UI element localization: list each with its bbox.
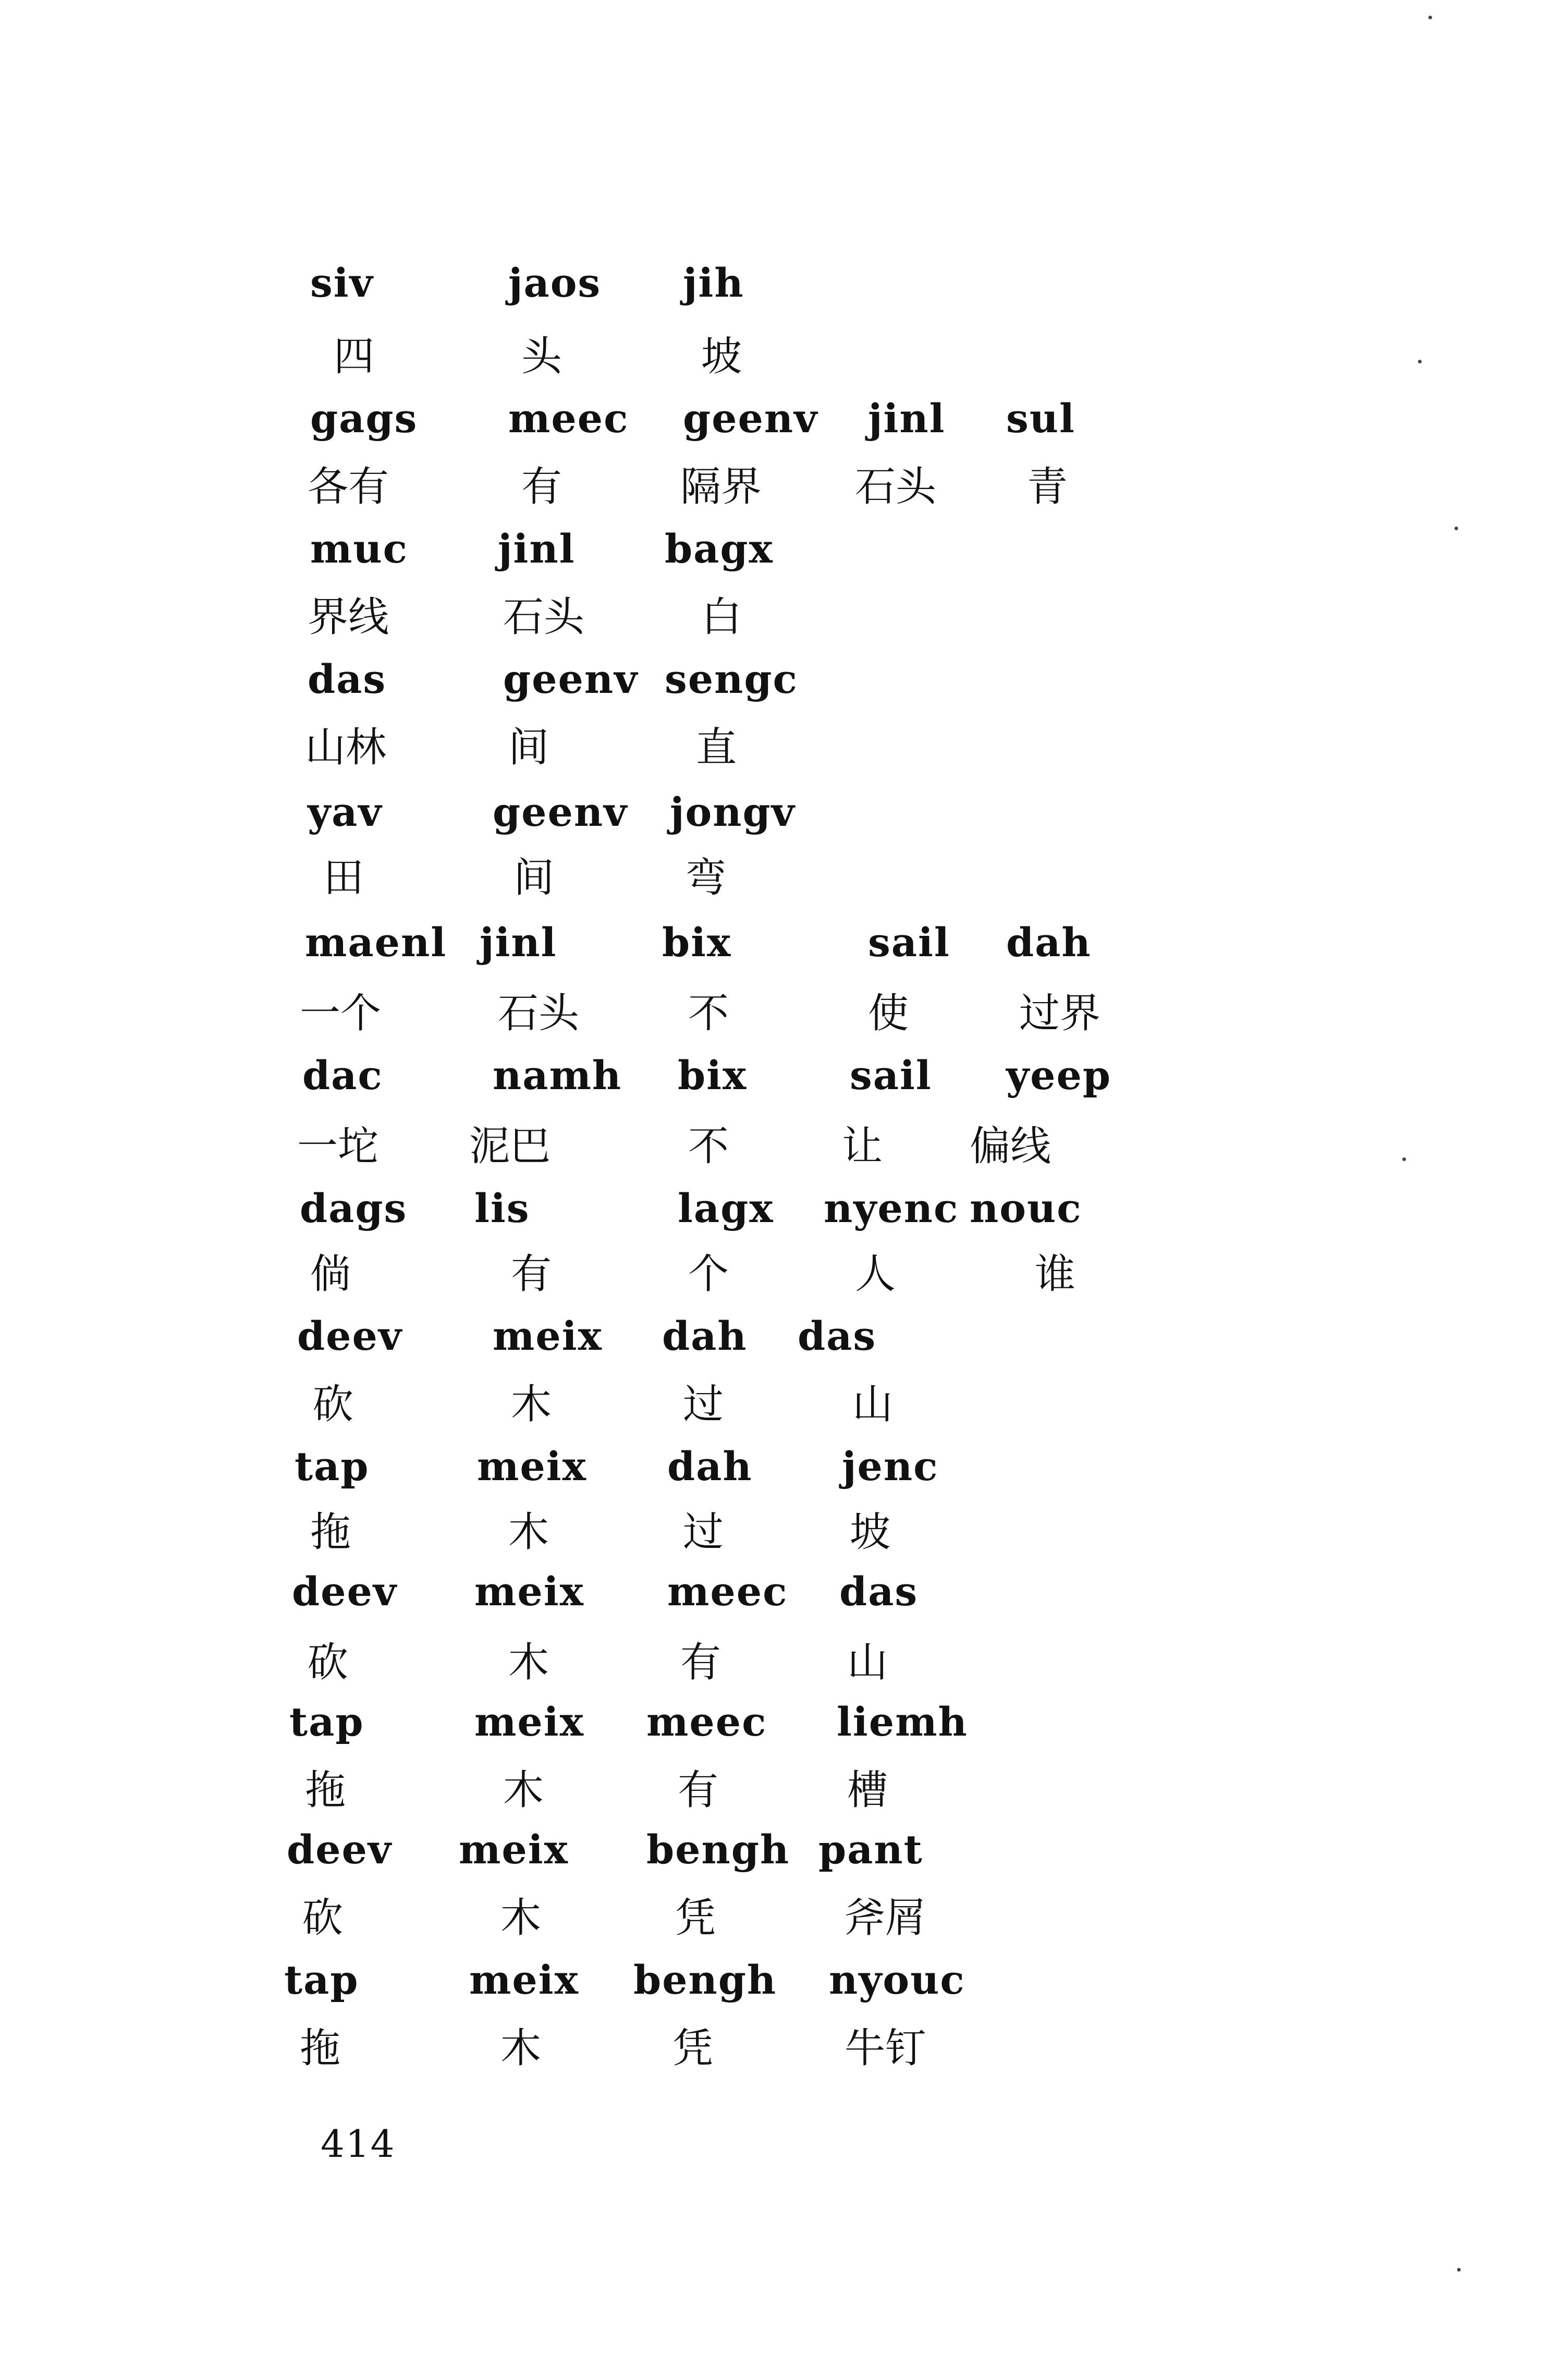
chinese-gloss-word: 牛钉 (845, 2025, 926, 2072)
chinese-gloss-word: 间 (513, 855, 555, 901)
page-number: 414 (321, 2122, 396, 2166)
chinese-gloss-word: 直 (696, 724, 737, 771)
scan-speck (1428, 16, 1432, 19)
chinese-gloss-word: 山林 (305, 724, 387, 771)
romanized-word: meec (667, 1568, 788, 1615)
romanized-word: sail (868, 919, 950, 966)
romanized-word: liemh (837, 1699, 968, 1745)
romanized-line (0, 1185, 1541, 1251)
romanized-line (0, 1052, 1541, 1118)
chinese-gloss-word: 凭 (672, 2025, 714, 2072)
chinese-gloss-word: 界线 (308, 594, 389, 641)
romanized-word: sul (1006, 395, 1075, 442)
chinese-gloss-word: 木 (508, 1639, 549, 1686)
chinese-gloss-word: 木 (508, 1509, 549, 1556)
romanized-word: yeep (1006, 1052, 1112, 1099)
romanized-word: jinl (498, 526, 576, 572)
romanized-word: bengh (633, 1957, 777, 2003)
romanized-word: das (308, 656, 387, 702)
romanized-word: dac (302, 1052, 383, 1099)
chinese-gloss-word: 不 (688, 990, 729, 1037)
chinese-gloss-word: 槽 (847, 1767, 888, 1814)
chinese-gloss-word: 木 (500, 1895, 542, 1942)
chinese-gloss-word: 倘 (310, 1251, 351, 1298)
chinese-gloss-line (0, 2025, 1541, 2091)
chinese-gloss-line (0, 1895, 1541, 1960)
scan-speck (1418, 360, 1422, 363)
chinese-gloss-word: 石头 (503, 594, 585, 641)
chinese-gloss-word: 拖 (300, 2025, 341, 2072)
romanized-word: lagx (678, 1185, 774, 1231)
romanized-word: meec (508, 395, 629, 442)
chinese-gloss-word: 人 (855, 1251, 896, 1298)
romanized-word: nyenc (824, 1185, 959, 1231)
chinese-gloss-word: 斧屑 (845, 1895, 926, 1942)
romanized-line (0, 789, 1541, 855)
chinese-gloss-line (0, 1639, 1541, 1705)
romanized-word: dah (667, 1443, 753, 1490)
romanized-word: meix (469, 1957, 579, 2003)
chinese-gloss-word: 偏线 (970, 1123, 1051, 1170)
chinese-gloss-word: 石头 (498, 990, 580, 1037)
romanized-word: bix (678, 1052, 748, 1099)
romanized-line (0, 656, 1541, 722)
romanized-word: meix (474, 1699, 584, 1745)
chinese-gloss-word: 木 (503, 1767, 544, 1814)
romanized-line (0, 1957, 1541, 2023)
romanized-word: meix (493, 1313, 603, 1359)
romanized-word: nouc (970, 1185, 1082, 1231)
romanized-word: bix (662, 919, 732, 966)
romanized-line (0, 1568, 1541, 1634)
chinese-gloss-word: 隔界 (680, 463, 762, 510)
romanized-word: geenv (503, 656, 639, 702)
chinese-gloss-word: 一个 (300, 990, 382, 1037)
chinese-gloss-word: 坡 (701, 333, 742, 380)
romanized-word: geenv (493, 789, 628, 835)
romanized-word: meix (474, 1568, 584, 1615)
chinese-gloss-word: 凭 (675, 1895, 716, 1942)
chinese-gloss-word: 山 (847, 1639, 888, 1686)
chinese-gloss-word: 不 (688, 1123, 729, 1170)
romanized-word: sail (850, 1052, 932, 1099)
chinese-gloss-word: 谁 (1035, 1251, 1076, 1298)
chinese-gloss-word: 白 (701, 594, 742, 641)
chinese-gloss-word: 过界 (1019, 990, 1101, 1037)
chinese-gloss-word: 拖 (310, 1509, 351, 1556)
chinese-gloss-line (0, 724, 1541, 790)
chinese-gloss-word: 山 (852, 1381, 894, 1428)
chinese-gloss-word: 泥巴 (469, 1123, 551, 1170)
romanized-word: yav (308, 789, 383, 835)
romanized-word: nyouc (829, 1957, 965, 2003)
chinese-gloss-line (0, 594, 1541, 660)
romanized-word: dags (300, 1185, 408, 1231)
chinese-gloss-word: 砍 (302, 1895, 344, 1942)
chinese-gloss-word: 拖 (305, 1767, 346, 1814)
chinese-gloss-line (0, 990, 1541, 1056)
romanized-word: das (798, 1313, 877, 1359)
romanized-line (0, 1826, 1541, 1893)
scan-speck (1457, 2268, 1461, 2272)
romanized-word: siv (310, 260, 374, 306)
romanized-word: jinl (480, 919, 557, 966)
romanized-word: sengc (665, 656, 798, 702)
romanized-line (0, 1443, 1541, 1509)
romanized-word: jaos (508, 260, 602, 306)
romanized-word: deev (292, 1568, 398, 1615)
romanized-word: bengh (646, 1826, 790, 1873)
romanized-word: jinl (868, 395, 946, 442)
chinese-gloss-word: 有 (511, 1251, 552, 1298)
romanized-word: tap (295, 1443, 370, 1490)
romanized-word: lis (474, 1185, 530, 1231)
chinese-gloss-word: 田 (323, 855, 364, 901)
chinese-gloss-word: 个 (688, 1251, 729, 1298)
chinese-gloss-word: 头 (521, 333, 562, 380)
chinese-gloss-word: 间 (508, 724, 549, 771)
chinese-gloss-line (0, 1251, 1541, 1316)
romanized-word: deev (287, 1826, 393, 1873)
chinese-gloss-word: 弯 (686, 855, 727, 901)
romanized-word: tap (289, 1699, 364, 1745)
romanized-word: jenc (842, 1443, 939, 1490)
chinese-gloss-word: 一坨 (297, 1123, 379, 1170)
romanized-line (0, 395, 1541, 461)
chinese-gloss-word: 木 (511, 1381, 552, 1428)
chinese-gloss-word: 坡 (850, 1509, 891, 1556)
chinese-gloss-word: 木 (500, 2025, 542, 2072)
chinese-gloss-line (0, 855, 1541, 920)
chinese-gloss-word: 青 (1027, 463, 1068, 510)
romanized-line (0, 1699, 1541, 1765)
chinese-gloss-line (0, 1123, 1541, 1189)
chinese-gloss-line (0, 1767, 1541, 1833)
chinese-gloss-word: 有 (680, 1639, 721, 1686)
chinese-gloss-word: 石头 (855, 463, 937, 510)
chinese-gloss-line (0, 463, 1541, 529)
romanized-line (0, 260, 1541, 326)
romanized-word: das (839, 1568, 919, 1615)
chinese-gloss-word: 砍 (313, 1381, 354, 1428)
chinese-gloss-line (0, 333, 1541, 399)
romanized-word: namh (493, 1052, 622, 1099)
romanized-word: maenl (305, 919, 447, 966)
romanized-line (0, 919, 1541, 985)
chinese-gloss-word: 各有 (308, 463, 389, 510)
romanized-line (0, 1313, 1541, 1379)
scan-speck (1402, 1157, 1406, 1161)
romanized-word: dah (1006, 919, 1092, 966)
romanized-word: bagx (665, 526, 774, 572)
romanized-word: dah (662, 1313, 748, 1359)
romanized-line (0, 526, 1541, 592)
chinese-gloss-word: 过 (683, 1509, 724, 1556)
romanized-word: jih (683, 260, 744, 306)
chinese-gloss-word: 让 (842, 1123, 883, 1170)
romanized-word: geenv (683, 395, 818, 442)
chinese-gloss-word: 四 (334, 333, 375, 380)
chinese-gloss-word: 过 (683, 1381, 724, 1428)
romanized-word: deev (297, 1313, 403, 1359)
chinese-gloss-word: 使 (868, 990, 909, 1037)
romanized-word: muc (310, 526, 408, 572)
chinese-gloss-word: 有 (678, 1767, 719, 1814)
scan-speck (1454, 527, 1458, 530)
romanized-word: meix (459, 1826, 569, 1873)
romanized-word: gags (310, 395, 418, 442)
chinese-gloss-word: 有 (521, 463, 562, 510)
chinese-gloss-line (0, 1381, 1541, 1447)
chinese-gloss-line (0, 1509, 1541, 1575)
chinese-gloss-word: 砍 (308, 1639, 349, 1686)
romanized-word: tap (284, 1957, 359, 2003)
romanized-word: pant (818, 1826, 923, 1873)
romanized-word: jongv (670, 789, 796, 835)
romanized-word: meix (477, 1443, 587, 1490)
romanized-word: meec (646, 1699, 767, 1745)
